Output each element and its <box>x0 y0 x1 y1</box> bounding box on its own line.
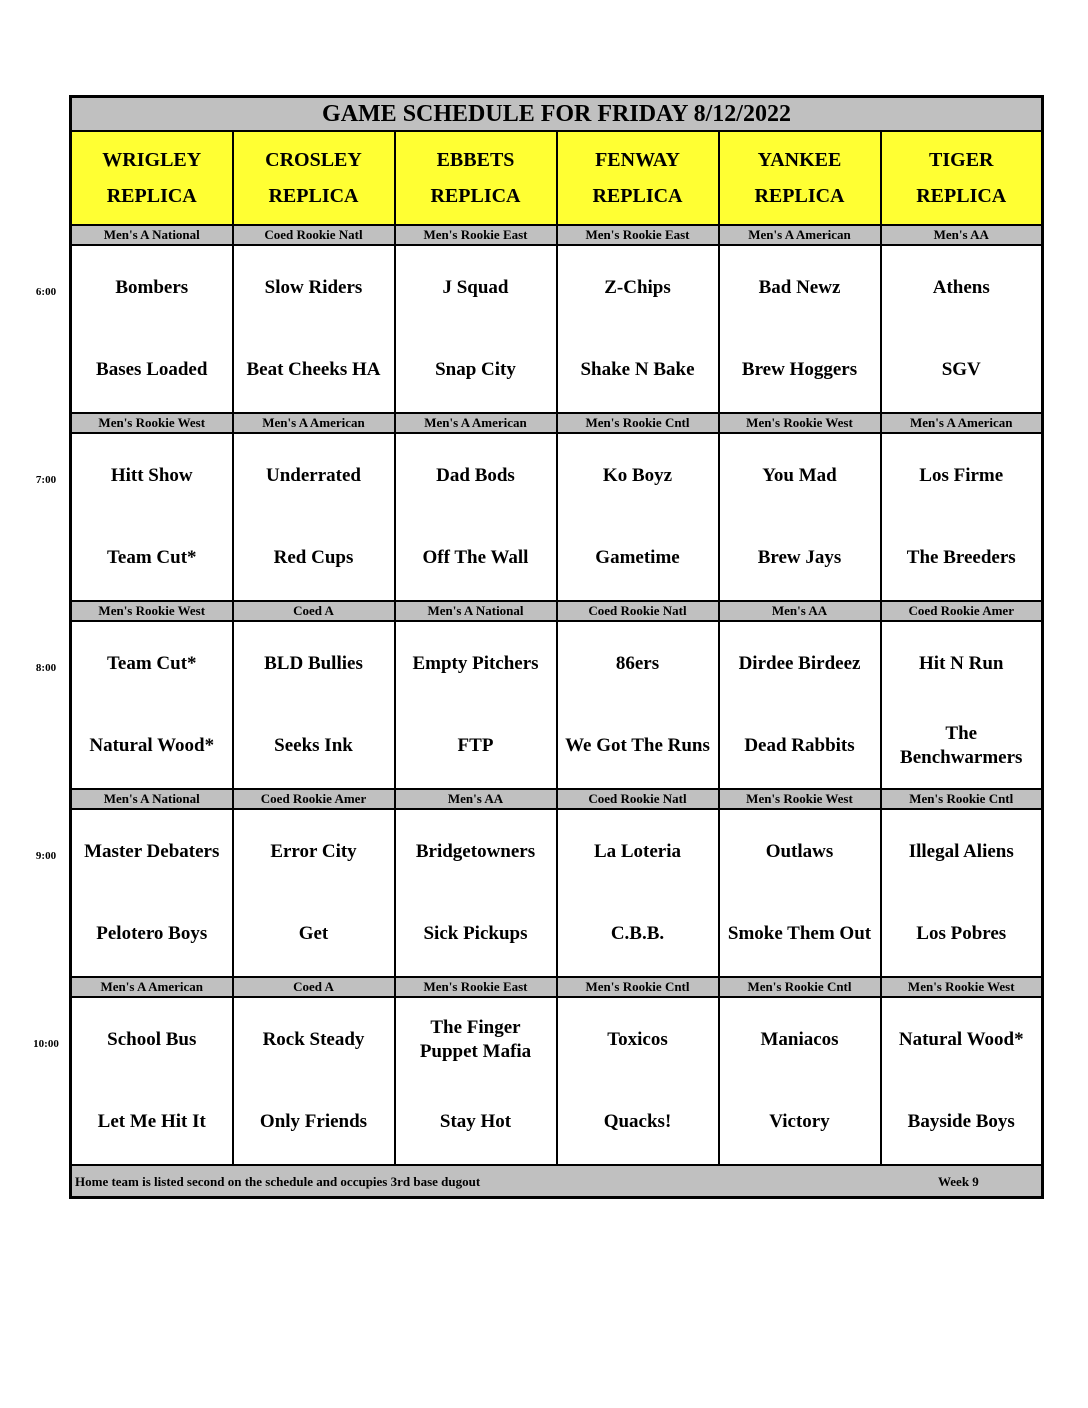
away-team: Master Debaters <box>84 841 220 862</box>
game-cell <box>71 997 233 1165</box>
away-team: The Finger Puppet Mafia <box>419 1017 532 1062</box>
game-cell <box>557 621 719 789</box>
away-team: School Bus <box>107 1029 197 1050</box>
division-row <box>71 225 1043 245</box>
away-team: Athens <box>932 277 990 298</box>
title-row <box>71 97 1043 132</box>
away-team: 86ers <box>615 653 660 674</box>
division-label: Men's A American <box>881 413 1043 433</box>
game-cell <box>233 621 395 789</box>
division-row <box>71 413 1043 433</box>
home-team: Gametime <box>595 547 680 568</box>
footer-row <box>71 1165 1043 1198</box>
game-cell <box>719 433 881 601</box>
game-row <box>71 809 1043 977</box>
game-cell <box>395 245 557 413</box>
game-cell <box>719 621 881 789</box>
away-team: Bad Newz <box>758 277 841 298</box>
home-team: Smoke Them Out <box>727 923 872 944</box>
home-team: Brew Hoggers <box>741 359 858 380</box>
game-cell <box>233 809 395 977</box>
field-name: YANKEE <box>757 149 842 171</box>
away-team: Underrated <box>266 465 361 486</box>
division-label: Men's A National <box>71 789 233 809</box>
field-subtitle: REPLICA <box>754 185 845 207</box>
footer-cell <box>71 1165 1043 1198</box>
away-team: Los Firme <box>919 465 1004 486</box>
game-cell <box>71 809 233 977</box>
division-label: Men's Rookie Cntl <box>557 977 719 997</box>
division-label: Men's A American <box>71 977 233 997</box>
home-team: Get <box>298 923 329 944</box>
home-team: SGV <box>941 359 981 380</box>
time-slot-label: 8:00 <box>35 662 57 674</box>
division-label: Men's Rookie East <box>557 225 719 245</box>
division-label: Men's Rookie West <box>71 601 233 621</box>
away-team: Rock Steady <box>262 1029 365 1050</box>
home-team: We Got The Runs <box>565 735 710 756</box>
away-team: Ko Boyz <box>602 465 673 486</box>
time-slot-label: 10:00 <box>33 1038 59 1050</box>
game-cell <box>233 433 395 601</box>
game-cell <box>881 997 1043 1165</box>
field-subtitle: REPLICA <box>268 185 359 207</box>
game-cell <box>395 433 557 601</box>
division-label: Men's Rookie Cntl <box>557 413 719 433</box>
field-name: TIGER <box>929 149 994 171</box>
field-header-fenway <box>557 131 719 225</box>
schedule-table <box>69 95 1044 1199</box>
division-label: Coed Rookie Natl <box>557 789 719 809</box>
home-team: Shake N Bake <box>580 359 695 380</box>
away-team: J Squad <box>442 277 509 298</box>
division-label: Men's Rookie East <box>395 225 557 245</box>
home-team: Off The Wall <box>422 547 529 568</box>
home-team: FTP <box>457 735 494 756</box>
division-label: Men's Rookie West <box>881 977 1043 997</box>
game-cell <box>719 245 881 413</box>
home-team: Natural Wood* <box>89 735 215 756</box>
home-team: Quacks! <box>603 1111 672 1132</box>
away-team: Z-Chips <box>604 277 671 298</box>
division-label: Coed Rookie Amer <box>881 601 1043 621</box>
game-cell <box>395 997 557 1165</box>
away-team: Bombers <box>115 277 189 298</box>
game-cell <box>719 997 881 1165</box>
division-label: Coed Rookie Amer <box>233 789 395 809</box>
division-label: Men's A American <box>233 413 395 433</box>
field-header-ebbets <box>395 131 557 225</box>
game-row <box>71 245 1043 413</box>
away-team: Maniacos <box>760 1029 839 1050</box>
field-header-wrigley <box>71 131 233 225</box>
division-label: Coed A <box>233 977 395 997</box>
schedule-title: GAME SCHEDULE FOR FRIDAY 8/12/2022 <box>71 97 1043 132</box>
game-cell <box>71 621 233 789</box>
division-label: Men's A National <box>395 601 557 621</box>
home-team: Bayside Boys <box>907 1111 1015 1132</box>
division-label: Men's Rookie West <box>719 789 881 809</box>
game-cell <box>557 809 719 977</box>
week-label: Week 9 <box>938 1174 979 1189</box>
away-team: Hitt Show <box>110 465 193 486</box>
division-row <box>71 789 1043 809</box>
game-cell <box>71 433 233 601</box>
game-cell <box>71 245 233 413</box>
field-subtitle: REPLICA <box>430 185 521 207</box>
field-header-crosley <box>233 131 395 225</box>
division-label: Men's Rookie East <box>395 977 557 997</box>
away-team: Bridgetowners <box>415 841 536 862</box>
away-team: Slow Riders <box>264 277 363 298</box>
home-team: The Breeders <box>906 547 1016 568</box>
game-cell <box>557 245 719 413</box>
field-header-row <box>71 131 1043 225</box>
away-team: Error City <box>270 841 357 862</box>
away-team: Illegal Aliens <box>908 841 1014 862</box>
division-label: Men's Rookie Cntl <box>719 977 881 997</box>
away-team: Team Cut* <box>106 653 197 674</box>
home-team: Victory <box>769 1111 830 1132</box>
field-header-yankee <box>719 131 881 225</box>
field-subtitle: REPLICA <box>916 185 1007 207</box>
home-team: Snap City <box>435 359 516 380</box>
home-team: Stay Hot <box>439 1111 512 1132</box>
game-cell <box>395 621 557 789</box>
field-header-tiger <box>881 131 1043 225</box>
field-subtitle: REPLICA <box>592 185 683 207</box>
game-cell <box>233 245 395 413</box>
division-label: Coed Rookie Natl <box>233 225 395 245</box>
time-slot-label: 9:00 <box>35 850 57 862</box>
division-row <box>71 601 1043 621</box>
game-cell <box>881 809 1043 977</box>
field-name: EBBETS <box>436 149 515 171</box>
game-cell <box>557 433 719 601</box>
game-cell <box>881 245 1043 413</box>
home-team: Only Friends <box>259 1111 368 1132</box>
field-subtitle: REPLICA <box>106 185 197 207</box>
home-team: Dead Rabbits <box>744 735 855 756</box>
game-cell <box>881 621 1043 789</box>
division-label: Men's AA <box>719 601 881 621</box>
division-label: Men's AA <box>395 789 557 809</box>
home-team: Seeks Ink <box>274 735 353 756</box>
home-team: Let Me Hit It <box>97 1111 206 1132</box>
home-team: Sick Pickups <box>423 923 528 944</box>
division-label: Men's A National <box>71 225 233 245</box>
away-team: Dirdee Birdeez <box>738 653 861 674</box>
division-row <box>71 977 1043 997</box>
home-team: C.B.B. <box>610 923 665 944</box>
time-slot-label: 6:00 <box>35 286 57 298</box>
game-cell <box>881 433 1043 601</box>
game-cell <box>557 997 719 1165</box>
away-team: Natural Wood* <box>898 1029 1024 1050</box>
division-label: Men's A American <box>395 413 557 433</box>
away-team: Toxicos <box>607 1029 668 1050</box>
home-team: Bases Loaded <box>96 359 208 380</box>
field-name: WRIGLEY <box>102 149 202 171</box>
away-team: BLD Bullies <box>264 653 363 674</box>
division-label: Coed A <box>233 601 395 621</box>
division-label: Men's AA <box>881 225 1043 245</box>
away-team: You Mad <box>762 465 837 486</box>
field-name: FENWAY <box>595 149 680 171</box>
division-label: Men's Rookie Cntl <box>881 789 1043 809</box>
home-team: Los Pobres <box>916 923 1007 944</box>
home-team-note: Home team is listed second on the schedule and occupies 3rd base dugout <box>75 1174 481 1189</box>
home-team: Beat Cheeks HA <box>246 359 381 380</box>
division-label: Men's Rookie West <box>71 413 233 433</box>
away-team: Empty Pitchers <box>412 653 539 674</box>
home-team: Brew Jays <box>757 547 842 568</box>
away-team: Hit N Run <box>919 653 1004 674</box>
time-slot-label: 7:00 <box>35 474 57 486</box>
division-label: Men's Rookie West <box>719 413 881 433</box>
away-team: Dad Bods <box>436 465 515 486</box>
field-name: CROSLEY <box>265 149 362 171</box>
division-label: Men's A American <box>719 225 881 245</box>
away-team: Outlaws <box>765 841 834 862</box>
game-cell <box>233 997 395 1165</box>
game-row <box>71 997 1043 1165</box>
home-team: The Benchwarmers <box>900 723 1023 768</box>
game-row <box>71 621 1043 789</box>
home-team: Pelotero Boys <box>96 923 208 944</box>
game-cell <box>719 809 881 977</box>
home-team: Team Cut* <box>106 547 197 568</box>
home-team: Red Cups <box>273 547 354 568</box>
game-cell <box>395 809 557 977</box>
division-label: Coed Rookie Natl <box>557 601 719 621</box>
game-row <box>71 433 1043 601</box>
away-team: La Loteria <box>593 841 682 862</box>
